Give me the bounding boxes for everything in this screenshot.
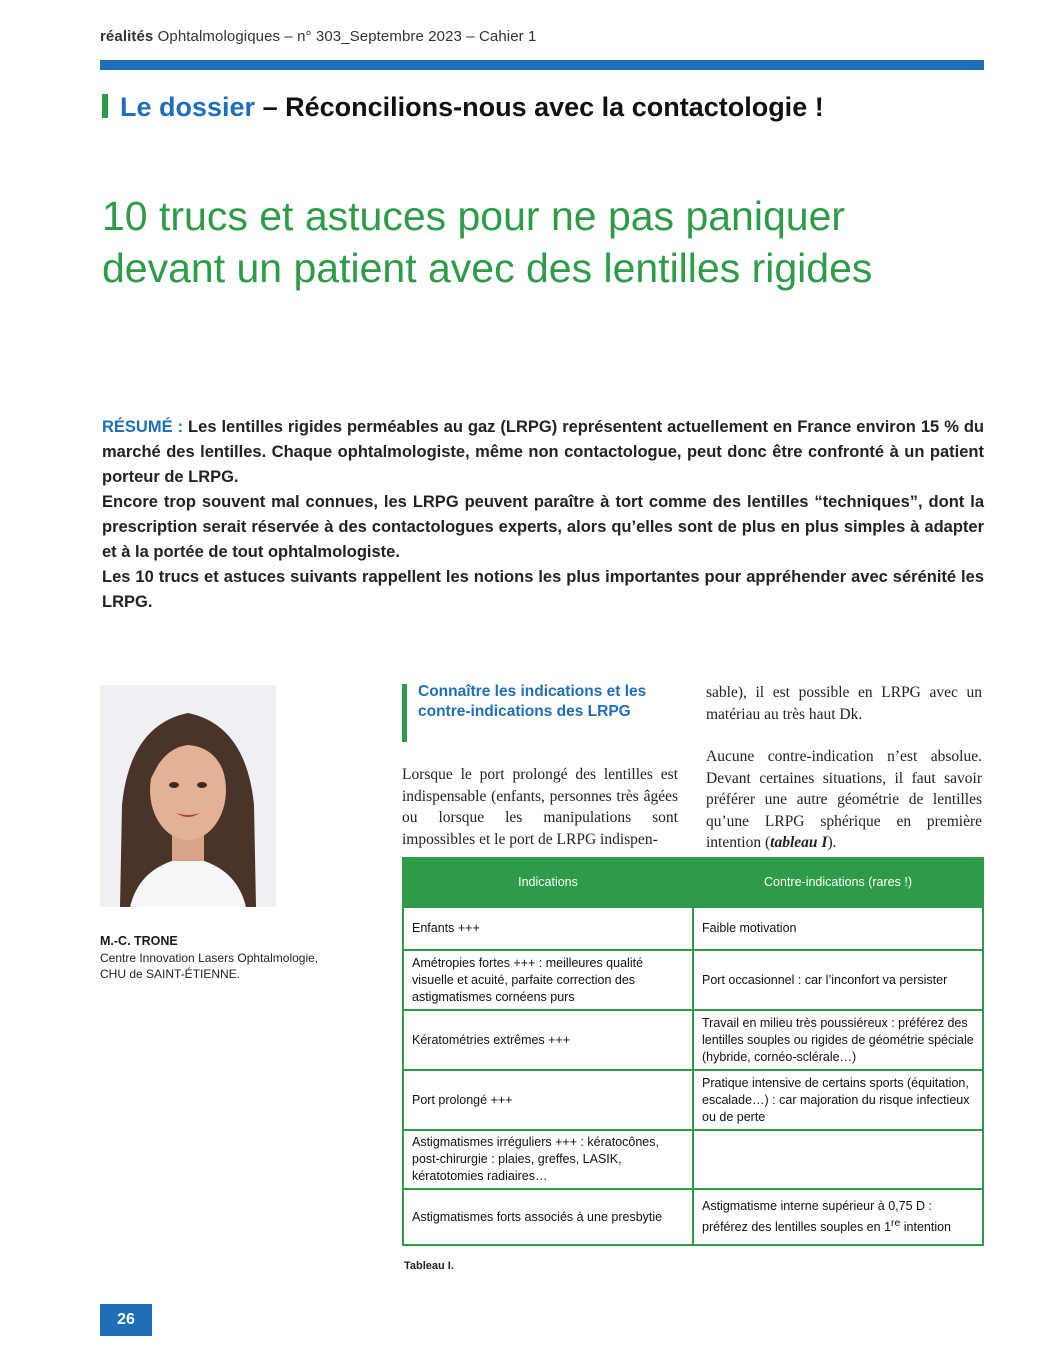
table-row xyxy=(403,1010,983,1070)
abstract-text-1: Les lentilles rigides perméables au gaz (LRPG) représentent actuellement en France environ 15 % du marché des lentilles. Chaque ophtalmologiste, même non contactologue, peut donc être confronté à un patient porteur de LRPG. xyxy=(102,418,985,486)
journal-brand: réalités xyxy=(100,28,154,45)
article-title: 10 trucs et astuces pour ne pas paniquer devant un patient avec des lentilles rigides xyxy=(102,193,873,291)
table-cell: Kératométries extrêmes +++ xyxy=(403,1010,693,1070)
body-text: Aucune contre-indication n’est absolue. Devant certaines situations, il faut savoir préférer une autre géométrie de lentilles qu’une LRPG sphérique en première intention ( xyxy=(706,748,982,851)
table-header-row xyxy=(403,858,983,907)
table-row xyxy=(403,907,983,950)
abstract-label: RÉSUMÉ : xyxy=(102,418,184,436)
dossier-title: – Réconcilions-nous avec la contactologie ! xyxy=(255,92,824,122)
abstract-text-2: Encore trop souvent mal connues, les LRPG peuvent paraître à tort comme des lentilles “techniques”, dont la prescription serait réservée à des contactologues experts, alors qu’elles sont de plus en plus simples à adapter et à la portée de tout ophtalmologiste. xyxy=(102,493,984,561)
table-row xyxy=(403,1189,983,1245)
author-affiliation xyxy=(100,950,340,982)
abstract-paragraph xyxy=(102,415,984,490)
table-cell: Faible motivation xyxy=(693,907,983,950)
table-cell xyxy=(693,1130,983,1189)
body-paragraph: Lorsque le port prolongé des lentilles est indispensable (enfants, personnes très âgées ou lorsque les manipulations sont impossibles et le port de LRPG indispen- xyxy=(402,766,678,848)
body-text: ). xyxy=(827,834,837,851)
table-cell-text-end: intention xyxy=(900,1220,952,1235)
table-cell: Astigmatismes irréguliers +++ : kératocônes, post-chirurgie : plaies, greffes, LASIK, kératotomies radiaires… xyxy=(403,1130,693,1189)
indications-table xyxy=(402,857,984,1246)
author-name: M.-C. TRONE xyxy=(100,934,178,948)
dossier-label: Le dossier xyxy=(120,92,256,122)
table-cell-superscript: re xyxy=(891,1217,901,1229)
table-cell: Port occasionnel : car l’inconfort va persister xyxy=(693,950,983,1010)
table-header-cell: Contre-indications (rares !) xyxy=(693,858,983,907)
body-paragraph xyxy=(706,746,982,854)
abstract xyxy=(102,415,984,615)
table-cell: Pratique intensive de certains sports (équitation, escalade…) : car majoration du risque infectieux ou de perte xyxy=(693,1070,983,1130)
section-heading xyxy=(402,682,688,722)
page-number: 26 xyxy=(100,1304,152,1336)
author-affiliation-line-2: CHU de SAINT-ÉTIENNE. xyxy=(100,967,241,981)
table-header-cell: Indications xyxy=(403,858,693,907)
table-row xyxy=(403,950,983,1010)
table-cell: Travail en milieu très poussiéreux : préférez des lentilles souples ou rigides de géométrie spéciale (hybride, cornéo-sclérale…) xyxy=(693,1010,983,1070)
table-cell-text: Astigmatisme interne supérieur à 0,75 D : préférez des lentilles souples en xyxy=(702,1198,932,1235)
header-rule xyxy=(100,60,984,70)
section-heading-bar xyxy=(402,684,407,742)
author-photo xyxy=(100,685,276,907)
table-cell: Enfants +++ xyxy=(403,907,693,950)
journal-issue: Ophtalmologiques – n° 303_Septembre 2023 – Cahier 1 xyxy=(153,28,537,45)
abstract-text-3: Les 10 trucs et astuces suivants rappellent les notions les plus importantes pour appréhender avec sérénité les LRPG. xyxy=(102,568,984,611)
section-heading-text: Connaître les indications et les contre-indications des LRPG xyxy=(418,683,647,720)
body-column-2 xyxy=(706,682,982,854)
body-paragraph: sable), il est possible en LRPG avec un matériau au très haut Dk. xyxy=(706,684,982,723)
body-column-1 xyxy=(402,764,678,850)
dossier-heading xyxy=(102,92,824,123)
table-cell-ordinal: 1 xyxy=(884,1220,892,1235)
table-row xyxy=(403,1070,983,1130)
table-cell: Amétropies fortes +++ : meilleures qualité visuelle et acuité, parfaite correction des astigmatismes cornéens purs xyxy=(403,950,693,1010)
table-cell: Port prolongé +++ xyxy=(403,1070,693,1130)
author-affiliation-line-1: Centre Innovation Lasers Ophtalmologie, xyxy=(100,951,319,965)
table-caption: Tableau I. xyxy=(404,1260,454,1272)
section-marker xyxy=(102,94,108,118)
table-cell xyxy=(693,1189,983,1245)
running-header xyxy=(100,28,536,45)
table-row xyxy=(403,1130,983,1189)
table-cell: Astigmatismes forts associés à une presbytie xyxy=(403,1189,693,1245)
table-reference: tableau I xyxy=(770,834,828,851)
